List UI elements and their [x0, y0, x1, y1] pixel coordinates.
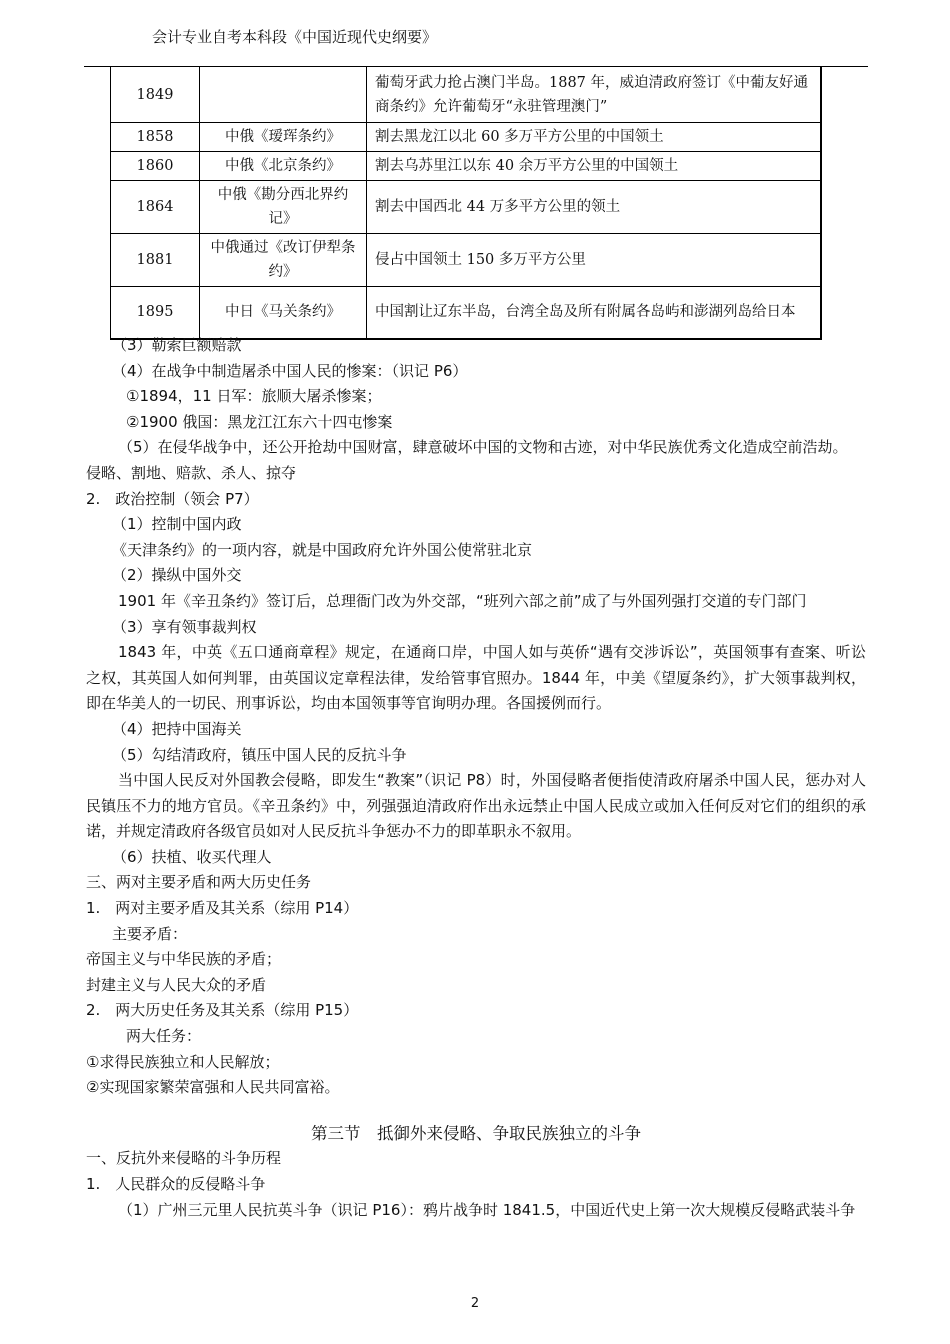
paragraph: ②实现国家繁荣富强和人民共同富裕。	[86, 1078, 340, 1097]
content-cell: 侵占中国领土 150 多万平方公里	[367, 234, 822, 287]
heading: 2. 两大历史任务及其关系（综用 P15）	[86, 1001, 359, 1020]
content-cell: 中国割让辽东半岛，台湾全岛及所有附属各岛屿和澎湖列岛给日本	[367, 287, 822, 339]
section-title: 第三节 抵御外来侵略、争取民族独立的斗争	[311, 1123, 641, 1143]
table-row	[111, 181, 822, 234]
list-item: （2）操纵中国外交	[112, 566, 242, 585]
paragraph: 当中国人民反对外国教会侵略，即发生“教案”（识记 P8）时，外国侵略者便指使清政府屠杀中国人民，惩办对人民镇压不力的地方官员。《辛丑条约》中，列强强迫清政府作出永远禁止中国人民成立或加入任何反对它们的组织的承诺，并规定清政府各级官员如对人民反抗斗争惩办不力的即革职永不叙用。	[86, 771, 866, 841]
table-row	[111, 67, 822, 123]
treaty-cell: 中俄《勘分西北界约记》	[200, 181, 367, 234]
table-row	[111, 123, 822, 152]
year-cell: 1881	[111, 234, 200, 287]
list-item: （4）把持中国海关	[112, 719, 242, 738]
paragraph: 1901 年《辛丑条约》签订后，总理衙门改为外交部，“班列六部之前”成了与外国列强打交道的专门部门	[118, 591, 807, 610]
paragraph: 两大任务：	[126, 1027, 202, 1046]
heading: 1. 人民群众的反侵略斗争	[86, 1175, 266, 1193]
paragraph: 1843 年，中英《五口通商章程》规定，在通商口岸，中国人如与英侨“遇有交涉诉讼”，英国领事有查案、听讼之权，其英国人如何判罪，由英国议定章程法律，发给管事官照办。1844 年，中美《望厦条约》，扩大领事裁判权，即在华美人的一切民、刑事诉讼，均由本国领事等官询明办理。各国援例而行。	[86, 643, 866, 713]
treaty-table	[110, 66, 822, 340]
paragraph: 《天津条约》的一项内容，就是中国政府允许外国公使常驻北京	[112, 540, 533, 559]
content-cell: 葡萄牙武力抢占澳门半岛。1887 年，威迫清政府签订《中葡友好通商条约》允许葡萄牙“永驻管理澳门”	[367, 67, 822, 123]
paragraph: （5）在侵华战争中，还公开抢劫中国财富，肆意破坏中国的文物和古迹，对中华民族优秀文化造成空前浩劫。	[118, 438, 848, 457]
heading: 三、两对主要矛盾和两大历史任务	[86, 873, 312, 892]
content-cell: 割去中国西北 44 万多平方公里的领土	[367, 181, 822, 234]
heading: 1. 两对主要矛盾及其关系（综用 P14）	[86, 899, 359, 918]
treaty-cell: 中俄《北京条约》	[200, 152, 367, 181]
list-item: （3）勒索巨额赔款	[112, 336, 242, 354]
year-cell: 1849	[111, 67, 200, 123]
table-row	[111, 234, 822, 287]
list-item: （3）享有领事裁判权	[112, 617, 257, 636]
paragraph: 帝国主义与中华民族的矛盾；	[86, 950, 282, 969]
page-number: 2	[470, 1296, 480, 1311]
heading: 2. 政治控制（领会 P7）	[86, 489, 259, 508]
treaty-cell: 中俄《瑷珲条约》	[200, 123, 367, 152]
treaty-cell: 中日《马关条约》	[200, 287, 367, 339]
year-cell: 1895	[111, 287, 200, 339]
list-item: ①1894，11 日军：旅顺大屠杀惨案；	[126, 387, 382, 406]
table-row	[111, 152, 822, 181]
table-row	[111, 287, 822, 339]
list-item: （1）控制中国内政	[112, 515, 242, 534]
content-cell: 割去乌苏里江以东 40 余万平方公里的中国领土	[367, 152, 822, 181]
list-item: （5）勾结清政府，镇压中国人民的反抗斗争	[112, 745, 407, 764]
heading: 一、反抗外来侵略的斗争历程	[86, 1149, 282, 1168]
content-cell: 割去黑龙江以北 60 多万平方公里的中国领土	[367, 123, 822, 152]
paragraph: 封建主义与人民大众的矛盾	[86, 975, 267, 994]
list-item: （4）在战争中制造屠杀中国人民的惨案：（识记 P6）	[112, 361, 468, 380]
paragraph: （1）广州三元里人民抗英斗争（识记 P16）：鸦片战争时 1841.5，中国近代史上第一次大规模反侵略武装斗争	[118, 1200, 856, 1219]
page-header-title: 会计专业自考本科段《中国近现代史纲要》	[152, 28, 438, 46]
paragraph: ①求得民族独立和人民解放；	[86, 1052, 280, 1071]
year-cell: 1858	[111, 123, 200, 152]
paragraph: 侵略、割地、赔款、杀人、掠夺	[86, 463, 297, 482]
paragraph: 主要矛盾：	[112, 924, 188, 943]
year-cell: 1864	[111, 181, 200, 234]
document-body	[86, 333, 866, 1223]
list-item: ②1900 俄国：黑龙江江东六十四屯惨案	[126, 412, 393, 431]
treaty-cell	[200, 67, 367, 123]
year-cell: 1860	[111, 152, 200, 181]
treaty-cell: 中俄通过《改订伊犁条约》	[200, 234, 367, 287]
list-item: （6）扶植、收买代理人	[112, 847, 272, 866]
